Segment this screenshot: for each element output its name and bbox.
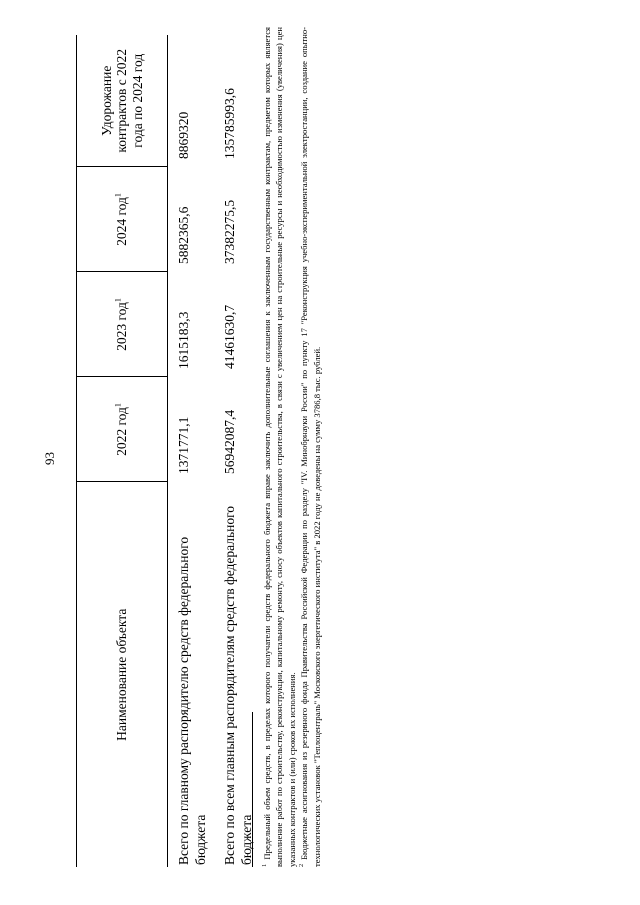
footnotes: [261, 27, 323, 867]
header-contract-increase: Удорожание контрактов с 2022 года по 2024 год: [77, 35, 168, 167]
row-name: Всего по всем главным распорядителям средств федерального бюджета: [222, 505, 254, 865]
footnote-ref: 1: [113, 193, 123, 198]
footnote-1: [261, 27, 298, 867]
table-row: [168, 35, 217, 867]
cell-increase: 135785993,6: [222, 88, 237, 159]
cell-2023: 41461630,7: [222, 304, 237, 369]
footnote-text: Предельный объем средств, в пределах которого получатели средств федерального бюджета вправе заключить дополнительные соглашения к заключенным государственным контрактам, предметом которых является выполнение работ по строительству, реконструкции, капитальному ремонту, сносу объектов капитального строительства, в связи с увеличением цен на строительные ресурсы и необходимостью изменения (увеличения) цен указанных контрактов и (или) сроков их исполнения.: [262, 27, 297, 867]
header-object-name: Наименование объекта: [77, 482, 168, 867]
footnote-mark: 2: [298, 863, 306, 867]
footnote-ref: 1: [113, 403, 123, 408]
footnote-text: Бюджетные ассигнования из резервного фонда Правительства Российской Федерации по разделу "IV. Минобрнауки России" по пункту 17 "Реконструкция учебно-экспериментальной электростанции, создание опытно-технологических установок "Теплоцентраль" Московского энергетического института" в 2022 году не доведены на сумму 3786,8 тыс. рублей.: [299, 26, 322, 867]
table-header-row: [77, 35, 168, 867]
footnote-2: [298, 27, 323, 867]
cell-2024: 37382275,5: [222, 199, 237, 264]
cell-increase: 8869320: [176, 111, 191, 159]
header-year-2023: 2023 год$^1$: [77, 272, 168, 377]
cell-2022: 56942087,4: [222, 409, 237, 474]
budget-table: [76, 35, 262, 867]
header-year-2024: 2024 год$^1$: [77, 167, 168, 272]
page-number: 93: [42, 452, 57, 465]
cell-2024: 5882365,6: [176, 206, 191, 264]
footnote-mark: 1: [261, 863, 269, 867]
footnote-ref: 1: [113, 298, 123, 303]
footnote-separator: [252, 712, 253, 867]
cell-2022: 1371771,1: [176, 416, 191, 474]
cell-2023: 1615183,3: [176, 311, 191, 369]
header-year-2022: 2022 год$^1$: [77, 377, 168, 482]
row-name: Всего по главному распорядителю средств федерального бюджета: [176, 536, 208, 865]
table-row: [216, 35, 262, 867]
